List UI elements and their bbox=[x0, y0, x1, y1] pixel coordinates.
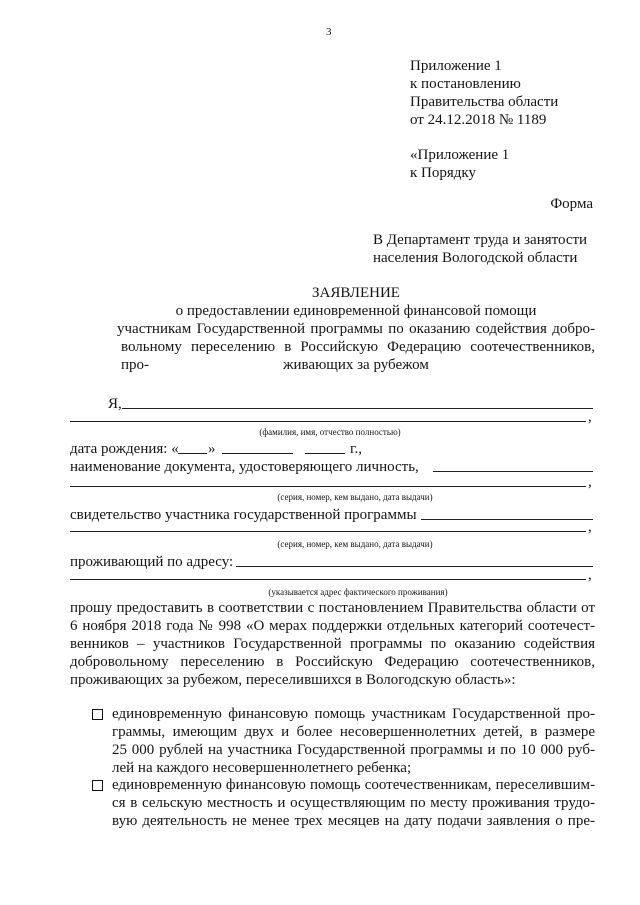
identity-document-caption: (серия, номер, кем выдано, дата выдачи) bbox=[277, 492, 433, 502]
birth-month-blank bbox=[222, 453, 293, 454]
address-blank-2 bbox=[70, 579, 586, 580]
address-caption: (указывается адрес фактического проживания) bbox=[268, 587, 448, 597]
option-line: ся в сельскую местность и осуществляющим по месту проживания трудо- bbox=[112, 795, 595, 811]
program-certificate-blank bbox=[421, 519, 593, 520]
subtitle-line: живающих за рубежом bbox=[283, 357, 429, 373]
request-line: прошу предоставить в соответствии с постановлением Правительства области от bbox=[70, 600, 595, 616]
subtitle-line: вольному переселению в Российскую Федерацию соотечественников, про- bbox=[121, 339, 595, 373]
option-line: единовременную финансовую помощь соотечественникам, переселившим- bbox=[112, 777, 595, 793]
document-title: ЗАЯВЛЕНИЕ bbox=[312, 285, 400, 301]
option-checkbox bbox=[92, 780, 103, 791]
identity-document-end-mark: , bbox=[588, 474, 592, 490]
form-label: Форма bbox=[550, 196, 593, 212]
program-certificate-caption: (серия, номер, кем выдано, дата выдачи) bbox=[277, 539, 433, 549]
subtitle-line: о предоставлении единовременной финансовой помощи bbox=[175, 303, 537, 319]
appendix-line: к постановлению bbox=[410, 76, 521, 92]
name-blank-line bbox=[122, 408, 593, 409]
birth-date-quote-close: » bbox=[208, 441, 216, 457]
birth-day-blank bbox=[178, 453, 207, 454]
option-line: граммы, имеющим двух и более несовершеннолетних детей, в размере bbox=[112, 724, 595, 740]
request-line: добровольному переселению в Российскую Федерацию соотечественников, bbox=[70, 654, 595, 670]
option-line: лей на каждого несовершеннолетнего ребенка; bbox=[112, 760, 412, 776]
request-line: венников – участников Государственной программы по оказанию содействия bbox=[70, 636, 595, 652]
name-label: Я, bbox=[108, 396, 122, 412]
page-number: 3 bbox=[326, 26, 332, 38]
program-certificate-end-mark: , bbox=[588, 519, 592, 535]
addressee-line: населения Вологодской области bbox=[373, 250, 578, 266]
birth-year-blank bbox=[305, 453, 345, 454]
appendix-line: Правительства области bbox=[410, 94, 559, 110]
request-line: проживающих за рубежом, переселившихся в Вологодскую область»: bbox=[70, 672, 516, 688]
option-line: единовременную финансовую помощь участникам Государственной про- bbox=[112, 706, 595, 722]
order-appendix-line: «Приложение 1 bbox=[410, 147, 510, 163]
appendix-line: Приложение 1 bbox=[410, 58, 502, 74]
program-certificate-label: свидетельство участника государственной программы bbox=[70, 507, 417, 523]
name-end-mark: , bbox=[588, 409, 592, 425]
identity-document-label: наименование документа, удостоверяющего личность, bbox=[70, 459, 419, 475]
option-checkbox bbox=[92, 709, 103, 720]
identity-document-blank bbox=[433, 471, 593, 472]
address-blank bbox=[236, 566, 593, 567]
subtitle-line: участникам Государственной программы по оказанию содействия добро- bbox=[117, 321, 595, 337]
birth-date-label: дата рождения: « bbox=[70, 441, 179, 457]
address-end-mark: , bbox=[588, 567, 592, 583]
order-appendix-line: к Порядку bbox=[410, 165, 476, 181]
option-line: 25 000 рублей на участника Государственной программы и по 10 000 руб- bbox=[112, 742, 595, 758]
address-label: проживающий по адресу: bbox=[70, 554, 234, 570]
program-certificate-blank-2 bbox=[70, 531, 586, 532]
addressee-line: В Департамент труда и занятости bbox=[373, 232, 588, 248]
name-caption: (фамилия, имя, отчество полностью) bbox=[259, 427, 401, 437]
name-blank-line-2 bbox=[70, 421, 586, 422]
birth-year-suffix: г., bbox=[350, 441, 362, 457]
request-line: 6 ноября 2018 года № 998 «О мерах поддержки отдельных категорий соотечест- bbox=[70, 618, 595, 634]
appendix-line: от 24.12.2018 № 1189 bbox=[410, 112, 547, 128]
option-line: вую деятельность не менее трех месяцев на дату подачи заявления о пре- bbox=[112, 813, 595, 829]
identity-document-blank-2 bbox=[70, 486, 586, 487]
